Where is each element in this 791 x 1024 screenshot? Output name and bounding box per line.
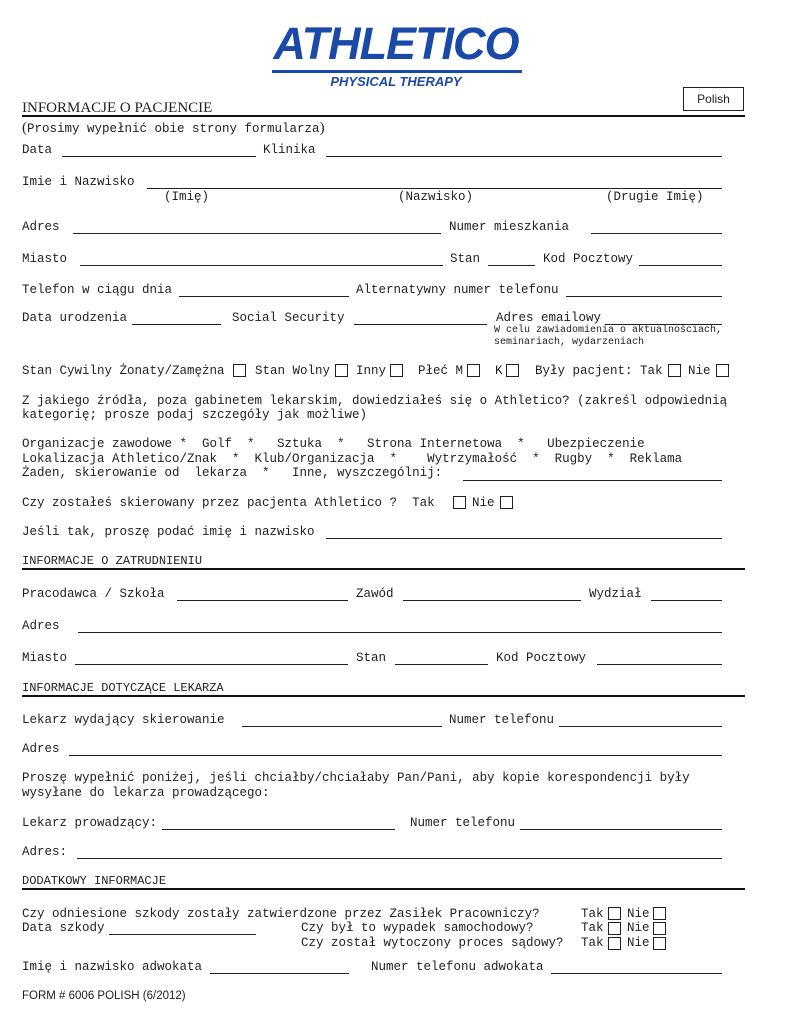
alt-phone-field[interactable] [566, 296, 722, 297]
page-title: INFORMACJE O PACJENCIE [22, 100, 213, 116]
attorney-phone-field[interactable] [551, 973, 722, 974]
employer-zip-field[interactable] [597, 664, 722, 665]
physician-address-field[interactable] [69, 755, 722, 756]
referral-question-2: kategorię; prosze podaj szczegóły jak możliwe) [22, 408, 368, 422]
apartment-field[interactable] [591, 233, 722, 234]
workers-comp-yes-checkbox[interactable] [608, 907, 621, 920]
copy-note-1: Proszę wypełnić poniżej, jeśli chciałby/chciałaby Pan/Pani, aby kopie korespondencji były [22, 771, 690, 785]
primary-address-field[interactable] [77, 858, 722, 859]
additional-divider [22, 888, 745, 890]
day-phone-field[interactable] [179, 296, 349, 297]
zip-label: Kod Pocztowy [543, 252, 634, 266]
employment-section-title: INFORMACJE O ZATRUDNIENIU [22, 554, 203, 568]
injury-date-field[interactable] [109, 934, 256, 935]
patient-referral-question: Czy zostałeś skierowany przez pacjenta Athletico ? Tak [22, 496, 435, 510]
form-number-footer: FORM # 6006 POLISH (6/2012) [22, 990, 186, 1002]
title-divider [22, 115, 745, 117]
referral-options-2[interactable]: Lokalizacja Athletico/Znak * Klub/Organizacja * Wytrzymałość * Rugby * Reklama [22, 452, 683, 466]
primary-physician-label: Lekarz prowadzący: [22, 816, 158, 830]
employer-label: Pracodawca / Szkoła [22, 587, 165, 601]
marital-label: Stan Cywilny Żonaty/Zamężna [22, 364, 225, 378]
lawsuit-question: Czy został wytoczony proces sądowy? [301, 936, 564, 950]
former-patient-label: Były pacjent: Tak [535, 364, 663, 378]
dob-label: Data urodzenia [22, 311, 128, 325]
email-note-2: seminariach, wydarzeniach [494, 337, 645, 348]
married-checkbox[interactable] [233, 364, 246, 377]
physician-phone-label: Numer telefonu [449, 713, 555, 727]
former-patient-yes-checkbox[interactable] [668, 364, 681, 377]
state-label: Stan [450, 252, 481, 266]
physician-phone-field[interactable] [559, 726, 722, 727]
car-accident-no-label: Nie [627, 921, 650, 935]
other-source-field[interactable] [463, 480, 722, 481]
employer-zip-label: Kod Pocztowy [496, 651, 587, 665]
name-label: Imie i Nazwisko [22, 175, 135, 189]
occupation-field[interactable] [403, 600, 581, 601]
physician-address-label: Adres [22, 742, 60, 756]
single-checkbox[interactable] [335, 364, 348, 377]
alt-phone-label: Alternatywny numer telefonu [356, 283, 559, 297]
patient-referral-no-label: Nie [472, 496, 495, 510]
injury-date-label: Data szkody [22, 921, 105, 935]
primary-phone-label: Numer telefonu [410, 816, 516, 830]
athletico-logo [262, 18, 530, 90]
occupation-label: Zawód [356, 587, 394, 601]
clinic-label: Klinika [263, 143, 316, 157]
referring-physician-field[interactable] [242, 726, 442, 727]
employment-divider [22, 568, 745, 570]
ssn-label: Social Security [232, 311, 345, 325]
referral-options-3[interactable]: Żaden, skierowanie od lekarza * Inne, wyszczególnij: [22, 466, 443, 480]
referring-patient-prompt: Jeśli tak, proszę podać imię i nazwisko [22, 525, 315, 539]
referring-physician-label: Lekarz wydający skierowanie [22, 713, 225, 727]
workers-comp-question: Czy odniesione szkody zostały zatwierdzone przez Zasiłek Pracowniczy? [22, 907, 540, 921]
city-field[interactable] [80, 265, 443, 266]
day-phone-label: Telefon w ciągu dnia [22, 283, 173, 297]
email-note-1: W celu zawiadomienia o aktualnościach, [494, 325, 723, 336]
employer-field[interactable] [177, 600, 348, 601]
car-accident-yes-label: Tak [581, 921, 604, 935]
address-label: Adres [22, 220, 60, 234]
primary-address-label: Adres: [22, 845, 68, 859]
primary-phone-field[interactable] [520, 829, 722, 830]
workers-comp-no-label: Nie [627, 907, 650, 921]
female-label: K [495, 364, 503, 378]
zip-field[interactable] [639, 265, 722, 266]
other-status-checkbox[interactable] [390, 364, 403, 377]
attorney-name-field[interactable] [210, 973, 349, 974]
physician-section-title: INFORMACJE DOTYCZĄCE LEKARZA [22, 681, 224, 695]
workers-comp-yes-label: Tak [581, 907, 604, 921]
other-status-label: Inny [356, 364, 387, 378]
address-field[interactable] [73, 233, 441, 234]
employer-city-field[interactable] [75, 664, 348, 665]
attorney-name-label: Imię i nazwisko adwokata [22, 960, 203, 974]
instruction: (Prosimy wypełnić obie strony formularza) [22, 120, 325, 136]
referring-patient-field[interactable] [326, 538, 722, 539]
lawsuit-no-checkbox[interactable] [653, 937, 666, 950]
patient-referral-yes-checkbox[interactable] [453, 496, 466, 509]
logo-tagline: PHYSICAL THERAPY [330, 74, 462, 89]
logo-underline [272, 70, 522, 73]
clinic-field[interactable] [326, 156, 722, 157]
physician-divider [22, 695, 745, 697]
email-label: Adres emailowy [496, 311, 602, 325]
former-patient-no-checkbox[interactable] [716, 364, 729, 377]
male-checkbox[interactable] [467, 364, 480, 377]
city-label: Miasto [22, 252, 68, 266]
female-checkbox[interactable] [506, 364, 519, 377]
lawsuit-yes-checkbox[interactable] [608, 937, 621, 950]
copy-note-2: wysyłane do lekarza prowadzącego: [22, 786, 270, 800]
referral-question-1: Z jakiego źródła, poza gabinetem lekarskim, dowiedziałeś się o Athletico? (zakreśl odpowiednią [22, 394, 728, 408]
lawsuit-no-label: Nie [627, 936, 650, 950]
name-field[interactable] [147, 188, 722, 189]
ssn-field[interactable] [354, 324, 487, 325]
attorney-phone-label: Numer telefonu adwokata [371, 960, 544, 974]
logo-brand: ATHLETICO [273, 18, 519, 69]
employer-state-label: Stan [356, 651, 387, 665]
sex-label: Płeć M [418, 364, 464, 378]
employer-address-label: Adres [22, 619, 60, 633]
language-badge: Polish [683, 87, 744, 111]
single-label: Stan Wolny [255, 364, 331, 378]
referral-options-1[interactable]: Organizacje zawodowe * Golf * Sztuka * Strona Internetowa * Ubezpieczenie [22, 437, 645, 451]
department-field[interactable] [651, 600, 722, 601]
last-name-hint: (Nazwisko) [398, 190, 474, 204]
employer-state-field[interactable] [395, 664, 488, 665]
first-name-hint: (Imię) [164, 190, 210, 204]
car-accident-yes-checkbox[interactable] [608, 922, 621, 935]
workers-comp-no-checkbox[interactable] [653, 907, 666, 920]
car-accident-no-checkbox[interactable] [653, 922, 666, 935]
lawsuit-yes-label: Tak [581, 936, 604, 950]
employer-city-label: Miasto [22, 651, 68, 665]
date-label: Data [22, 143, 53, 157]
department-label: Wydział [589, 587, 642, 601]
apartment-label: Numer mieszkania [449, 220, 570, 234]
dob-field[interactable] [132, 324, 221, 325]
middle-name-hint: (Drugie Imię) [606, 190, 704, 204]
primary-physician-field[interactable] [162, 829, 395, 830]
date-field[interactable] [62, 156, 256, 157]
former-patient-no-label: Nie [688, 364, 711, 378]
state-field[interactable] [488, 265, 535, 266]
employer-address-field[interactable] [78, 632, 722, 633]
additional-section-title: DODATKOWY INFORMACJE [22, 874, 167, 888]
patient-referral-no-checkbox[interactable] [500, 496, 513, 509]
car-accident-question: Czy był to wypadek samochodowy? [301, 921, 534, 935]
